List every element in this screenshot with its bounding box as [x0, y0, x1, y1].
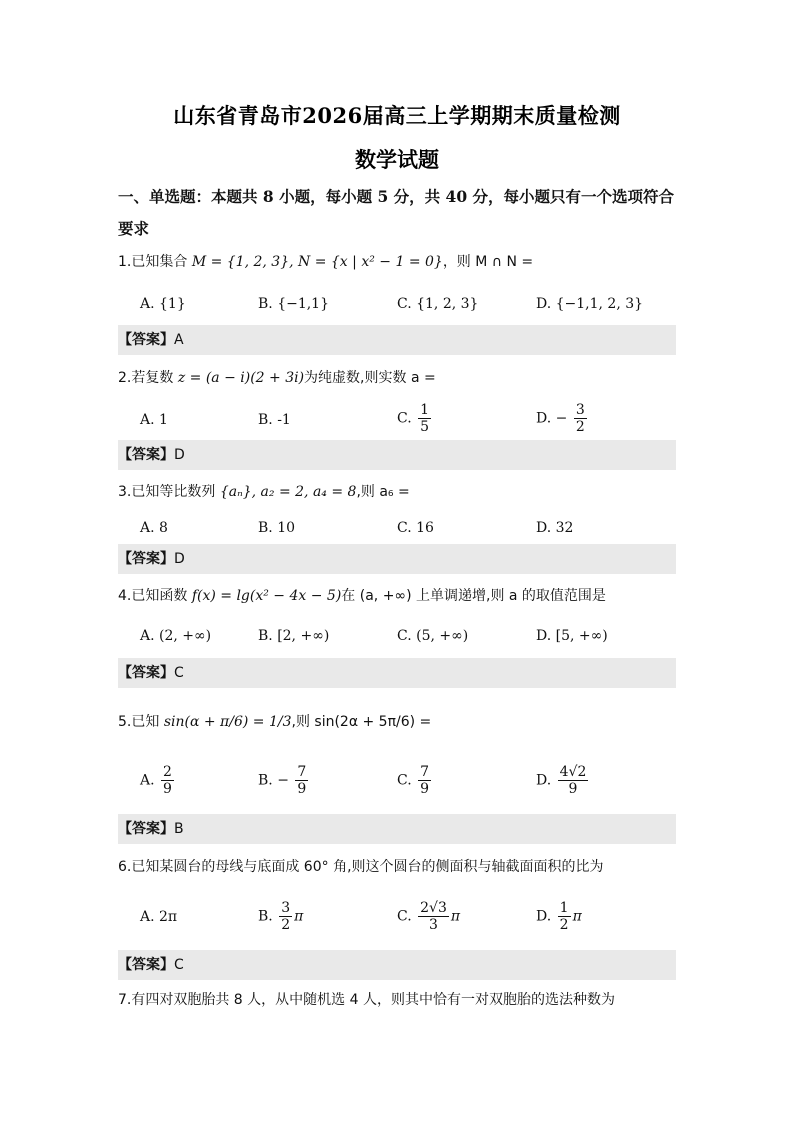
question-4-option-b: B. [2, +∞): [258, 628, 330, 644]
exam-title: 山东省青岛市2026届高三上学期期末质量检测: [173, 103, 621, 128]
question-2-option-b: B. -1: [258, 412, 291, 428]
fraction: $\frac{2}{9}$: [163, 764, 172, 797]
question-1-option-a: A. {1}: [140, 296, 186, 312]
fraction: $\frac{4√2}{9}$: [559, 764, 587, 797]
question-1-answer: [118, 325, 676, 355]
question-4-answer: [118, 658, 676, 688]
fraction: $\frac{2√3}{3}$: [420, 900, 447, 933]
question-4-option-a: A. (2, +∞): [140, 628, 212, 644]
answer-key-label: 【答案】: [118, 957, 174, 973]
question-3-answer: [118, 544, 676, 574]
fraction: $\frac{3}{2}$: [281, 900, 291, 933]
fraction: $\frac{7}{9}$: [420, 764, 430, 797]
question-5-answer: [118, 814, 676, 844]
fraction: $\frac{1}{5}$: [420, 402, 430, 435]
question-tail: 在 (a, +∞) 上单调递增,则 a 的取值范围是: [341, 588, 606, 604]
question-5-option-d: D. $\frac{4√2}{9}$: [536, 764, 587, 797]
question-text: 已知函数: [131, 588, 188, 604]
answer-key-label: 【答案】: [118, 665, 174, 681]
question-3-option-c: C. 16: [397, 520, 434, 536]
question-7-stem: [118, 990, 688, 1010]
question-math: sin(α + π/6) = 1/3: [163, 714, 292, 730]
question-6-option-b: B. $\frac{3}{2}$ π: [258, 900, 304, 933]
question-2-option-d: D. − $\frac{3}{2}$: [536, 402, 585, 435]
question-5-option-a: A. $\frac{2}{9}$: [140, 764, 172, 797]
question-2-answer: [118, 440, 676, 470]
fraction: $\frac{7}{9}$: [297, 764, 307, 797]
question-tail: ，则 M ∩ N =: [442, 254, 534, 270]
fraction: $\frac{1}{2}$: [559, 900, 569, 933]
question-math: z = (a − i)(2 + 3i): [177, 370, 305, 386]
question-number: 7.: [118, 992, 132, 1008]
question-1-option-b: B. {−1,1}: [258, 296, 329, 312]
answer-value: D: [174, 447, 185, 463]
question-number: 4.: [118, 588, 132, 604]
question-text: 已知等比数列: [131, 484, 216, 500]
question-4-stem: [118, 586, 688, 606]
question-3-option-b: B. 10: [258, 520, 296, 536]
question-text: 已知集合: [131, 254, 188, 270]
question-number: 5.: [118, 714, 132, 730]
section-heading: 一、单选题：本题共 8 小题，每小题 5 分，共 40 分，每小题只有一个选项符合要求: [118, 187, 675, 238]
question-6-option-c: C. $\frac{2√3}{3}$ π: [397, 900, 461, 933]
question-1-option-d: D. {−1,1, 2, 3}: [536, 296, 644, 312]
answer-key-label: 【答案】: [118, 332, 174, 348]
question-math: f(x) = lg(x² − 4x − 5): [191, 588, 342, 604]
answer-key-label: 【答案】: [118, 551, 174, 567]
answer-key-label: 【答案】: [118, 821, 174, 837]
question-3-option-d: D. 32: [536, 520, 574, 536]
fraction: $\frac{3}{2}$: [575, 402, 585, 435]
question-2-stem: [118, 368, 688, 388]
question-4-option-d: D. [5, +∞): [536, 628, 608, 644]
question-math: {aₙ}, a₂ = 2, a₄ = 8: [219, 484, 357, 500]
answer-value: B: [174, 821, 184, 837]
question-5-stem: [118, 712, 688, 732]
exam-subtitle: 数学试题: [355, 147, 439, 172]
answer-value: C: [174, 957, 184, 973]
question-6-option-a: A. 2π: [140, 909, 178, 925]
question-6-stem: [118, 857, 688, 877]
question-number: 3.: [118, 484, 132, 500]
question-math: M = {1, 2, 3}, N = {x | x² − 1 = 0}: [191, 254, 443, 270]
question-5-option-c: C. $\frac{7}{9}$: [397, 764, 430, 797]
question-text: 已知: [131, 714, 160, 730]
question-text: 已知某圆台的母线与底面成 60° 角,则这个圆台的侧面积与轴截面面积的比为: [131, 859, 604, 875]
question-number: 6.: [118, 859, 132, 875]
question-5-option-b: B. − $\frac{7}{9}$: [258, 764, 307, 797]
question-number: 1.: [118, 254, 132, 270]
question-3-option-a: A. 8: [140, 520, 168, 536]
question-text: 有四对双胞胎共 8 人，从中随机选 4 人，则其中恰有一对双胞胎的选法种数为: [131, 992, 615, 1008]
question-6-answer: [118, 950, 676, 980]
answer-value: A: [174, 332, 184, 348]
question-4-option-c: C. (5, +∞): [397, 628, 469, 644]
question-3-stem: [118, 482, 688, 502]
question-1-option-c: C. {1, 2, 3}: [397, 296, 479, 312]
question-tail: ,则 sin(2α + 5π/6) =: [291, 714, 432, 730]
question-2-option-c: C. $\frac{1}{5}$: [397, 402, 430, 435]
question-tail: ,则 a₆ =: [356, 484, 410, 500]
question-6-option-d: D. $\frac{1}{2}$ π: [536, 900, 582, 933]
question-text: 若复数: [131, 370, 174, 386]
question-2-option-a: A. 1: [140, 412, 168, 428]
question-number: 2.: [118, 370, 132, 386]
answer-value: C: [174, 665, 184, 681]
question-tail: 为纯虚数,则实数 a =: [304, 370, 436, 386]
answer-value: D: [174, 551, 185, 567]
question-1-stem: [118, 252, 688, 272]
answer-key-label: 【答案】: [118, 447, 174, 463]
